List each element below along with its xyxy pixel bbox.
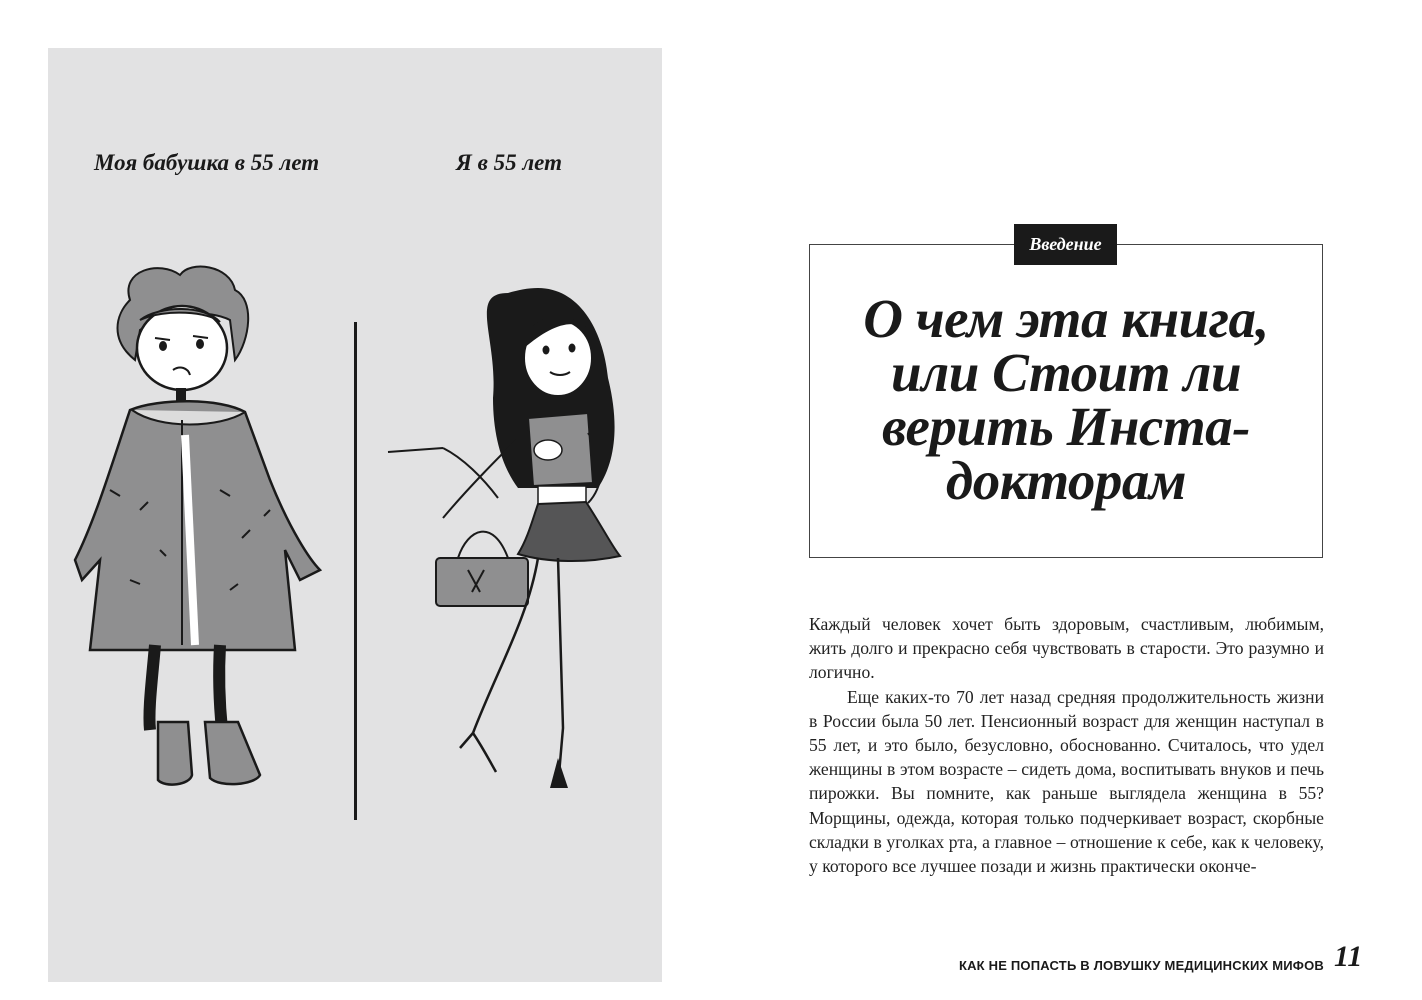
caption-me: Я в 55 лет <box>456 150 562 175</box>
chapter-title-line: О чем эта книга, <box>863 288 1269 349</box>
grandmother-drawing <box>70 260 340 800</box>
chapter-tag: Введение <box>1014 224 1117 265</box>
illustration-divider <box>354 322 357 820</box>
running-footer-title: КАК НЕ ПОПАСТЬ В ЛОВУШКУ МЕДИЦИНСКИХ МИФОВ <box>958 958 1324 973</box>
body-paragraph: Еще каких-то 70 лет назад средняя продолжительность жизни в России была 50 лет. Пенсионный возраст для женщин наступал в 55 лет, и это было, безусловно, обоснованно. Считалось, что удел женщины в этом возрасте – сидеть дома, воспитывать внуков и печь пирожки. Вы помните, как раньше выглядела женщина в 55? Морщины, одежда, которая только подчеркивает возраст, скорбные складки в уголках рта, а главное – отношение к себе, как к человеку, у которого все лучшее позади и жизнь практически оконче- <box>809 686 1324 877</box>
page-number: 11 <box>1334 940 1363 973</box>
young-woman-drawing <box>388 288 638 798</box>
chapter-title-line: верить Инста- <box>882 396 1250 457</box>
caption-grandmother: Моя бабушка в 55 лет <box>94 150 320 175</box>
chapter-title-line: или Стоит ли <box>890 342 1242 403</box>
body-paragraph: Каждый человек хочет быть здоровым, счастливым, любимым, жить долго и прекрасно себя чувствовать в старости. Это разумно и логично. <box>809 614 1324 683</box>
body-text <box>809 612 1324 878</box>
chapter-title <box>812 288 1320 511</box>
chapter-title-line: докторам <box>945 450 1187 511</box>
